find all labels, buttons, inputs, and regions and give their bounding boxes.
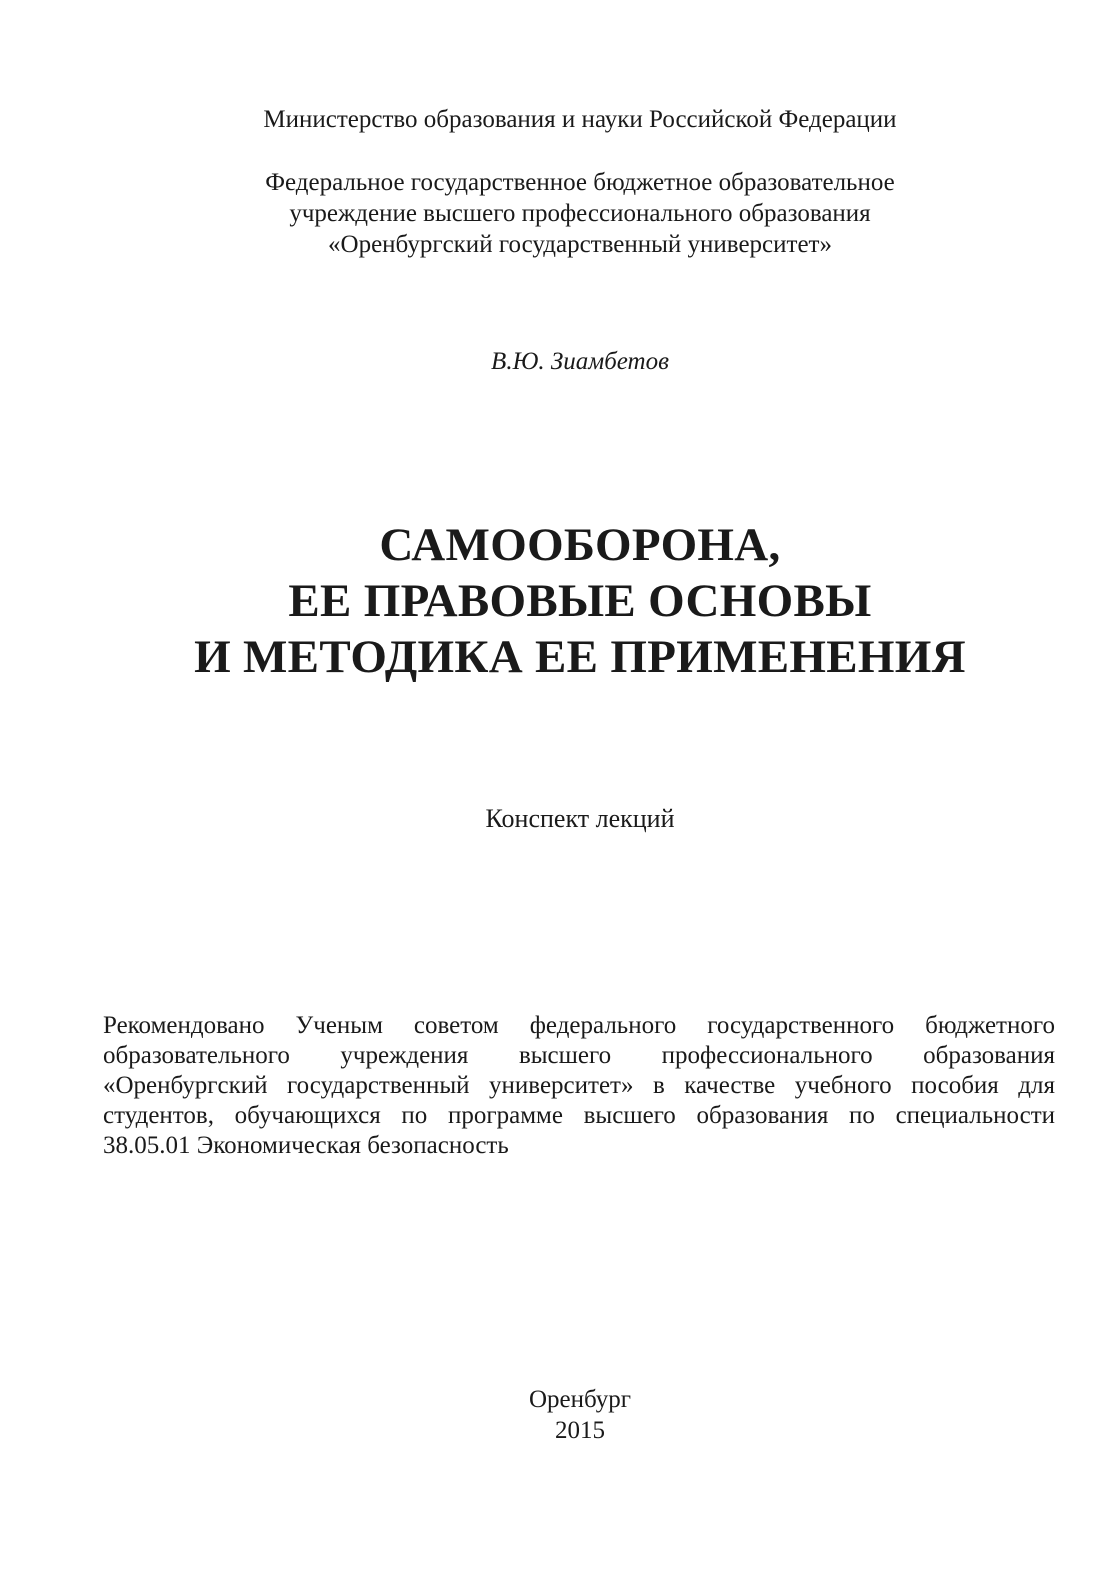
imprint-city: Оренбург [528, 1386, 632, 1413]
document-title [0, 517, 1117, 685]
author-name: В.Ю. Зиамбетов [491, 348, 669, 375]
recommendation-line: Рекомендовано Ученым советом федерального государственного бюджетного [103, 1012, 1055, 1039]
recommendation-line: образовательного учреждения высшего профессионального образования [103, 1042, 1055, 1069]
ministry-name: Министерство образования и науки Российской Федерации [263, 106, 897, 133]
institution-name [0, 167, 1117, 260]
document-type: Конспект лекций [485, 804, 675, 833]
recommendation-line: «Оренбургский государственный университет» в качестве учебного пособия для [103, 1072, 1055, 1099]
recommendation-line: 38.05.01 Экономическая безопасность [103, 1132, 509, 1159]
title-line: САМООБОРОНА, [379, 519, 781, 571]
title-line: ЕЕ ПРАВОВЫЕ ОСНОВЫ [288, 575, 872, 627]
recommendation-line: студентов, обучающихся по программе высшего образования по специальности [103, 1102, 1055, 1129]
title-line: И МЕТОДИКА ЕЕ ПРИМЕНЕНИЯ [194, 631, 966, 683]
imprint-year: 2015 [555, 1417, 605, 1444]
institution-line: учреждение высшего профессионального образования [289, 200, 871, 227]
institution-line: «Оренбургский государственный университет» [328, 231, 832, 258]
institution-line: Федеральное государственное бюджетное образовательное [265, 169, 895, 196]
recommendation-paragraph [103, 1011, 1055, 1161]
